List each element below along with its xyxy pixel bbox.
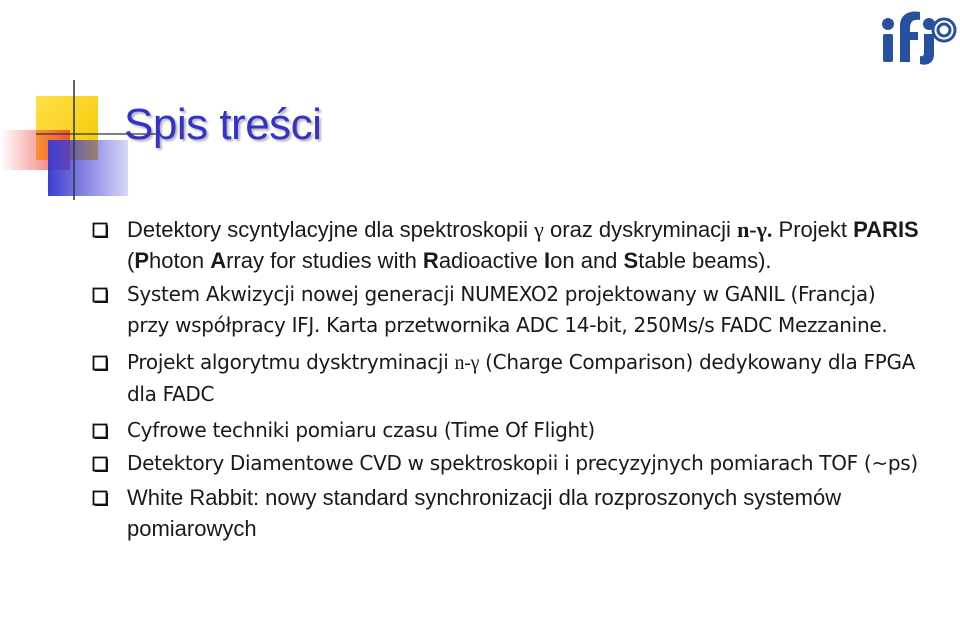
- text: White Rabbit: nowy standard synchronizacji dla rozproszonych systemów pomiarowych: [127, 485, 842, 541]
- n-gamma-symbol: n-γ.: [737, 217, 773, 242]
- bullet-item-3: [92, 347, 922, 410]
- text: (: [127, 248, 135, 273]
- text: R: [422, 248, 439, 273]
- text: oraz dyskryminacji: [543, 217, 738, 242]
- bullet-item-2: [92, 279, 922, 341]
- ifj-logo-icon: [878, 4, 958, 66]
- bullet-item-5: [92, 448, 922, 479]
- text: Projekt algorytmu dysktryminacji: [127, 350, 455, 374]
- text: Detektory Diamentowe CVD w spektroskopii i precyzyjnych pomiarach TOF (~ps): [127, 451, 918, 475]
- checkbox-outline-icon: [92, 355, 108, 371]
- text: Projekt: [772, 217, 854, 242]
- bullet-item-4: [92, 415, 922, 446]
- text: I: [544, 248, 551, 273]
- checkbox-outline-icon: [92, 423, 108, 439]
- n-gamma-symbol: n-γ: [454, 352, 480, 374]
- text: Cyfrowe techniki pomiaru czasu (Time Of Flight): [127, 418, 595, 442]
- bullet-item-6: [92, 482, 922, 544]
- checkbox-outline-icon: [92, 490, 108, 506]
- text: A: [210, 248, 227, 273]
- text: hoton: [149, 248, 211, 273]
- text: Detektory scyntylacyjne dla spektroskopii: [127, 217, 535, 242]
- text: rray for studies with: [226, 248, 423, 273]
- text: P: [853, 217, 867, 242]
- text: ARIS: [866, 217, 919, 242]
- text: (Charge Comparison) dedykowany dla FPGA dla FADC: [127, 350, 916, 406]
- text: adioactive: [438, 248, 544, 273]
- bullet-list: [92, 214, 922, 547]
- text: on and: [550, 248, 624, 273]
- text: System Akwizycji nowej generacji NUMEXO2 projektowany w GANIL (Francja) przy współpracy IFJ. Karta przetwornika ADC 14-bit, 250Ms/s FADC Mezzanine.: [127, 282, 888, 337]
- checkbox-outline-icon: [92, 456, 108, 472]
- text: table beams).: [638, 248, 772, 273]
- text: P: [134, 248, 150, 273]
- text: S: [623, 248, 639, 273]
- gamma-symbol: γ: [534, 217, 544, 242]
- bullet-item-1: [92, 214, 922, 276]
- checkbox-outline-icon: [92, 222, 108, 238]
- slide-title: Spis treści: [124, 100, 322, 149]
- checkbox-outline-icon: [92, 287, 108, 303]
